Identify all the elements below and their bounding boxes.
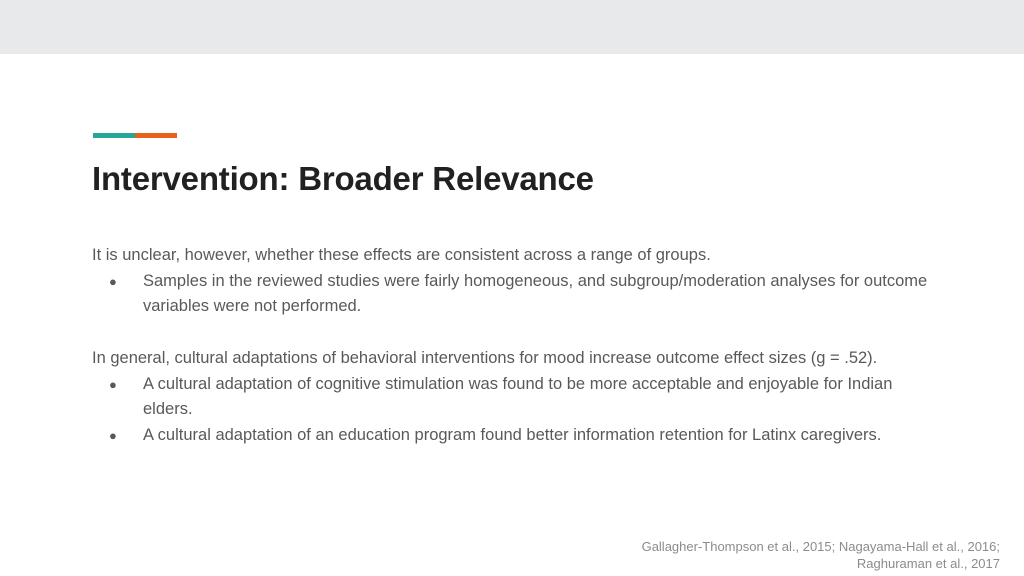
list-item: [92, 423, 942, 449]
bullet-dot-icon: ●: [109, 427, 117, 443]
paragraph-lead: In general, cultural adaptations of behavioral interventions for mood increase outcome effect sizes (g = .52).: [92, 348, 878, 367]
citation: Gallagher-Thompson et al., 2015; Nagayama-Hall et al., 2016; Raghuraman et al., 2017: [641, 539, 1000, 571]
spacer: [92, 320, 942, 346]
bullet-text: A cultural adaptation of an education program found better information retention for Latinx caregivers.: [143, 425, 882, 444]
accent-teal-segment: [93, 133, 135, 138]
list-item: [92, 269, 942, 320]
bullet-list: [92, 372, 942, 449]
paragraph-lead: It is unclear, however, whether these effects are consistent across a range of groups.: [92, 246, 711, 264]
slide-title: Intervention: Broader Relevance: [92, 160, 594, 197]
bullet-text: Samples in the reviewed studies were fairly homogeneous, and subgroup/moderation analyses for outcome variables were not performed.: [143, 271, 928, 316]
list-item: [92, 372, 942, 423]
title-accent-bar: [93, 133, 177, 138]
top-band: [0, 0, 1024, 54]
bullet-list: [92, 269, 942, 320]
bullet-text: A cultural adaptation of cognitive stimulation was found to be more acceptable and enjoyable for Indian elders.: [143, 374, 893, 419]
accent-orange-segment: [135, 133, 177, 138]
bullet-dot-icon: ●: [109, 376, 117, 392]
slide-body: [92, 243, 942, 449]
bullet-dot-icon: ●: [109, 273, 117, 289]
